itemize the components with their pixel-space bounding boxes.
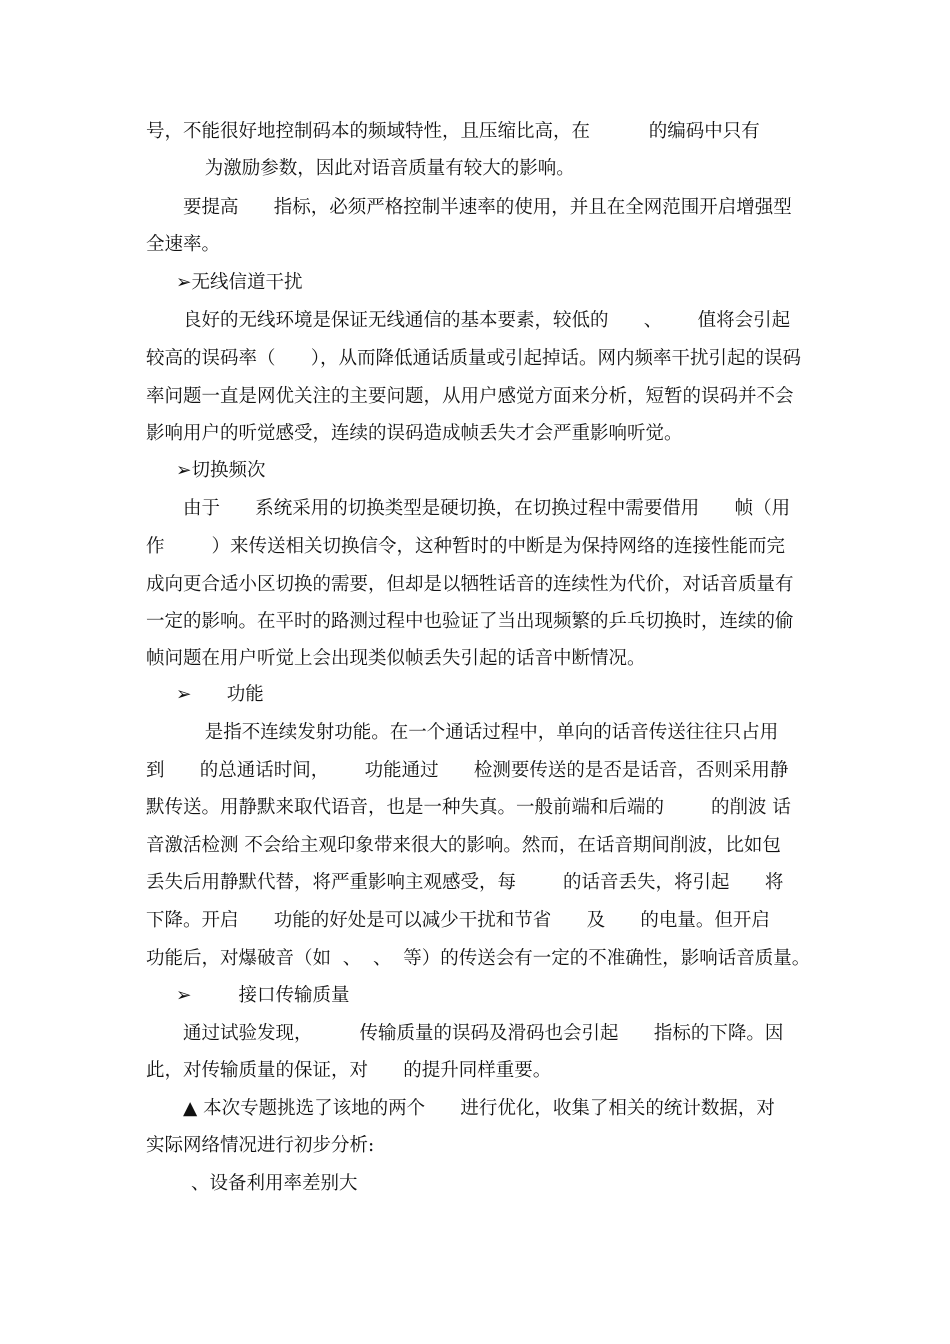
body-line-23: 功能后，对爆破音（如 、 、 等）的传送会有一定的不准确性，影响话音质量。 — [146, 948, 811, 969]
body-line-6: 良好的无线环境是保证无线通信的基本要素，较低的 、 值将会引起 — [183, 310, 791, 331]
body-line-13: 成向更合适小区切换的需要，但却是以牺牲话音的连续性为代价，对话音质量有 — [146, 574, 794, 595]
body-line-9: 影响用户的听觉感受，连续的误码造成帧丢失才会严重影响听觉。 — [146, 423, 683, 444]
body-line-18: 到 的总通话时间， 功能通过 检测要传送的是否是话音，否则采用静 — [146, 760, 789, 781]
body-line-17: 是指不连续发射功能。在一个通话过程中，单向的话音传送往往只占用 — [146, 722, 779, 743]
body-line-7: 较高的误码率（ ），从而降低通话质量或引起掉话。网内频率干扰引起的误码 — [146, 348, 802, 369]
body-line-14: 一定的影响。在平时的路测过程中也验证了当出现频繁的乒乓切换时，连续的偷 — [146, 611, 794, 632]
body-line-19: 默传送。用静默来取代语音，也是一种失真。一般前端和后端的 的削波 话 — [146, 797, 791, 818]
body-line-27: ▲ 本次专题挑选了该地的两个 进行优化，收集了相关的统计数据，对 — [183, 1098, 775, 1119]
body-line-21: 丢失后用静默代替，将严重影响主观感受，每 的话音丢失，将引起 将 — [146, 872, 784, 893]
body-line-28: 实际网络情况进行初步分析: — [146, 1135, 375, 1156]
section-heading-interface: ➢ 接口传输质量 — [176, 985, 350, 1006]
body-line-25: 通过试验发现， 传输质量的误码及滑码也会引起 指标的下降。因 — [183, 1023, 784, 1044]
section-heading-handover: ➢切换频次 — [176, 460, 266, 481]
body-line-3: 要提高 指标，必须严格控制半速率的使用，并且在全网范围开启增强型 — [183, 197, 792, 218]
body-line-22: 下降。开启 功能的好处是可以减少干扰和节省 及 的电量。但开启 — [146, 910, 770, 931]
body-line-15: 帧问题在用户听觉上会出现类似帧丢失引起的话音中断情况。 — [146, 648, 646, 669]
body-line-11: 由于 系统采用的切换类型是硬切换，在切换过程中需要借用 帧（用 — [183, 498, 791, 519]
body-line-1: 号，不能很好地控制码本的频域特性，且压缩比高，在 的编码中只有 — [146, 121, 760, 142]
subsection-heading-utilization: 、设备利用率差别大 — [191, 1173, 358, 1194]
body-line-26: 此，对传输质量的保证，对 的提升同样重要。 — [146, 1060, 552, 1081]
body-line-2: 为激励参数，因此对语音质量有较大的影响。 — [146, 158, 575, 179]
body-line-8: 率问题一直是网优关注的主要问题，从用户感觉方面来分析，短暂的误码并不会 — [146, 386, 794, 407]
section-heading-wireless: ➢无线信道干扰 — [176, 272, 303, 293]
body-line-4: 全速率。 — [146, 234, 221, 255]
body-line-12: 作 ）来传送相关切换信令，这种暂时的中断是为保持网络的连接性能而完 — [146, 536, 786, 557]
body-line-20: 音激活检测 不会给主观印象带来很大的影响。然而，在话音期间削波，比如包 — [146, 835, 781, 856]
section-heading-dtx: ➢ 功能 — [176, 684, 264, 705]
